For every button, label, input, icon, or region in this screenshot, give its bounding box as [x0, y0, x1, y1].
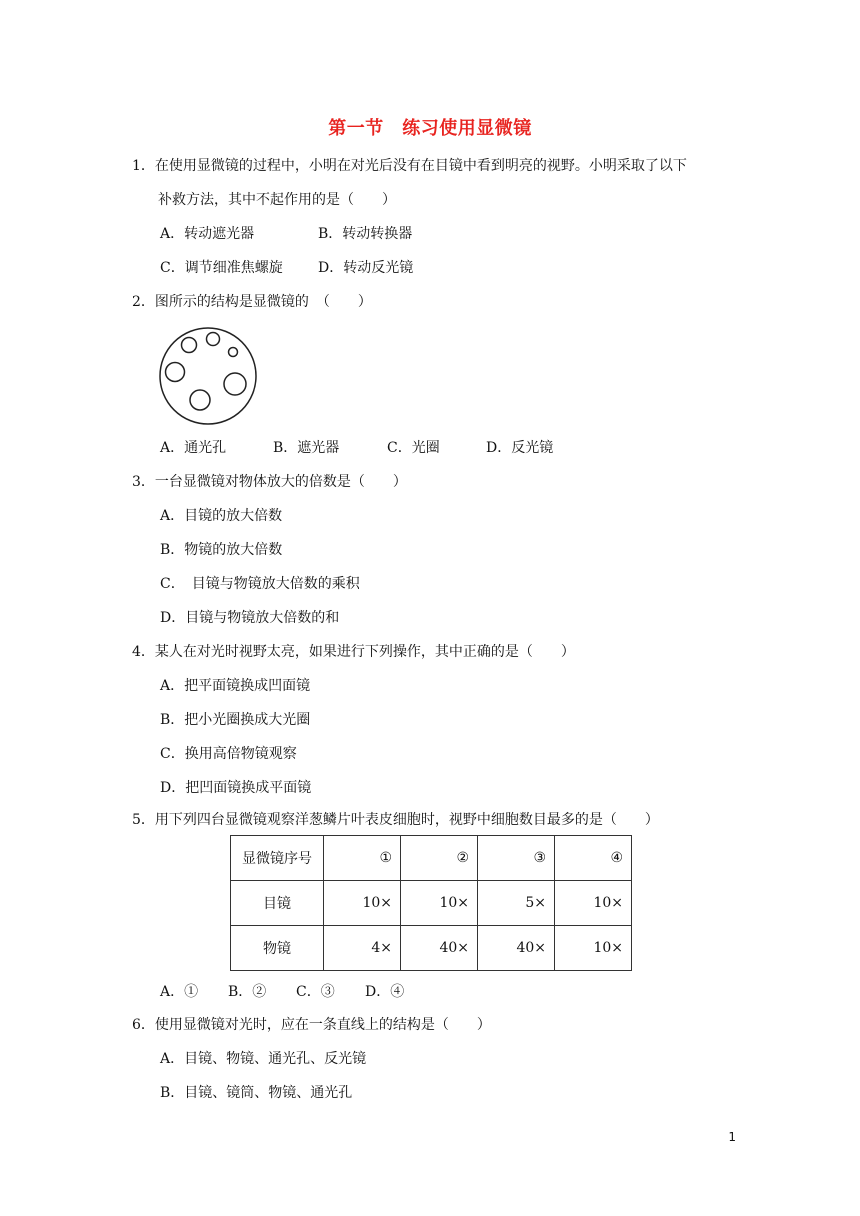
table-cell: 显微镜序号 [231, 836, 324, 881]
table-header-row [231, 836, 632, 881]
q1-option-d: D．转动反光镜 [318, 260, 414, 276]
q4-option-b: B．把小光圈换成大光圈 [160, 712, 311, 728]
q4-stem: 4．某人在对光时视野太亮，如果进行下列操作，其中正确的是（ ） [132, 644, 575, 660]
microscope-table [230, 835, 632, 971]
aperture-hole [229, 348, 238, 357]
q2-stem: 2．图所示的结构是显微镜的 （ ） [132, 294, 372, 310]
revolving-diaphragm-diagram [158, 326, 258, 426]
q5-option-c: C．③ [296, 984, 335, 1000]
aperture-hole [182, 338, 197, 353]
q2-option-a: A．通光孔 [160, 440, 227, 456]
q1-stem-line2: 补救方法，其中不起作用的是（ ） [158, 192, 396, 208]
q2-option-b: B．遮光器 [273, 440, 340, 456]
aperture-hole [190, 390, 210, 410]
q2-option-d: D．反光镜 [486, 440, 554, 456]
q2-option-c: C．光圈 [387, 440, 440, 456]
q5-option-d: D．④ [365, 984, 405, 1000]
q3-stem: 3．一台显微镜对物体放大的倍数是（ ） [132, 474, 407, 490]
table-cell: 10× [555, 881, 632, 926]
q5-option-b: B．② [228, 984, 267, 1000]
q1-stem-line1: 1．在使用显微镜的过程中，小明在对光后没有在目镜中看到明亮的视野。小明采取了以下 [132, 158, 687, 174]
table-cell: 10× [401, 881, 478, 926]
table-cell: ② [401, 836, 478, 881]
q6-option-a: A．目镜、物镜、通光孔、反光镜 [160, 1051, 367, 1067]
page-number: 1 [728, 1130, 736, 1144]
q1-option-b: B．转动转换器 [318, 226, 413, 242]
table-cell: ③ [478, 836, 555, 881]
q5-stem: 5．用下列四台显微镜观察洋葱鳞片叶表皮细胞时，视野中细胞数目最多的是（ ） [132, 812, 659, 828]
page-title: 第一节 练习使用显微镜 [328, 118, 532, 139]
q4-option-d: D．把凹面镜换成平面镜 [160, 780, 312, 796]
table-cell: 5× [478, 881, 555, 926]
q3-option-c: C． 目镜与物镜放大倍数的乘积 [160, 576, 360, 592]
table-cell: 40× [401, 926, 478, 971]
aperture-hole [166, 363, 185, 382]
table-cell: 目镜 [231, 881, 324, 926]
aperture-hole [207, 333, 220, 346]
table-row [231, 926, 632, 971]
table-cell: 10× [555, 926, 632, 971]
q1-option-c: C．调节细准焦螺旋 [160, 260, 283, 276]
table-cell: 物镜 [231, 926, 324, 971]
q3-option-b: B．物镜的放大倍数 [160, 542, 283, 558]
q3-option-d: D．目镜与物镜放大倍数的和 [160, 610, 340, 626]
q4-option-a: A．把平面镜换成凹面镜 [160, 678, 311, 694]
q3-option-a: A．目镜的放大倍数 [160, 508, 283, 524]
q4-option-c: C．换用高倍物镜观察 [160, 746, 297, 762]
table-cell: ④ [555, 836, 632, 881]
table-cell: 4× [324, 926, 401, 971]
table-cell: 10× [324, 881, 401, 926]
table-cell: ① [324, 836, 401, 881]
table-row [231, 881, 632, 926]
q6-option-b: B．目镜、镜筒、物镜、通光孔 [160, 1085, 353, 1101]
q6-stem: 6．使用显微镜对光时，应在一条直线上的结构是（ ） [132, 1017, 491, 1033]
table-cell: 40× [478, 926, 555, 971]
aperture-hole [224, 373, 246, 395]
q5-option-a: A．① [160, 984, 199, 1000]
q1-option-a: A．转动遮光器 [160, 226, 255, 242]
